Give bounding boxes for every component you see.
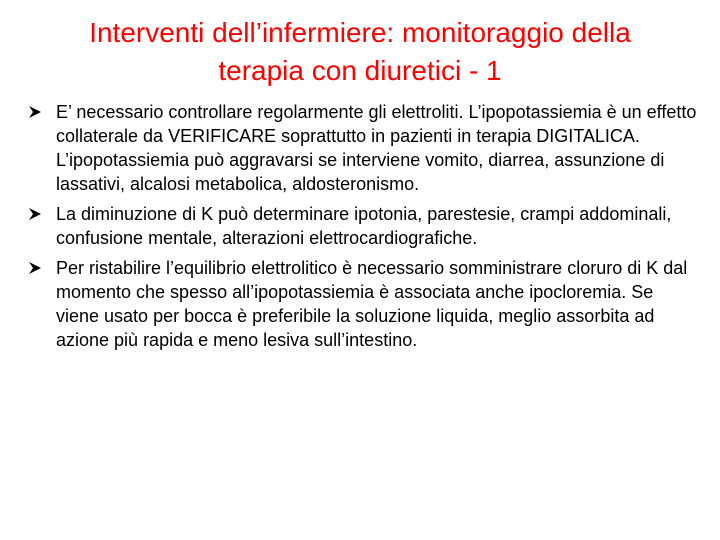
bullet-item	[28, 100, 698, 196]
slide-title	[20, 14, 700, 90]
bullet-text: E’ necessario controllare regolarmente gli elettroliti. L’ipopotassiemia è un effetto collaterale da VERIFICARE soprattutto in pazienti in terapia DIGITALICA. L’ipopotassiemia può aggravarsi se interviene vomito, diarrea, assunzione di lassativi, alcalosi metabolica, aldosteronismo.	[56, 102, 697, 194]
slide-title-line-1: Interventi dell’infermiere: monitoraggio della	[89, 17, 631, 48]
bullet-item	[28, 256, 698, 352]
arrow-bullet-icon	[28, 202, 48, 226]
arrow-bullet-icon	[28, 100, 48, 124]
bullet-item	[28, 202, 698, 250]
slide-title-line-2: terapia con diuretici - 1	[218, 55, 502, 86]
bullet-text: La diminuzione di K può determinare ipotonia, parestesie, crampi addominali, confusione mentale, alterazioni elettrocardiografiche.	[56, 204, 672, 248]
bullet-text: Per ristabilire l’equilibrio elettrolitico è necessario somministrare cloruro di K dal momento che spesso all’ipopotassiemia è associata anche ipocloremia. Se viene usato per bocca è preferibile la soluzione liquida, meglio assorbita ad azione più rapida e meno lesiva sull’intestino.	[56, 258, 688, 350]
arrow-bullet-icon	[28, 256, 48, 280]
bullet-list	[28, 100, 698, 358]
